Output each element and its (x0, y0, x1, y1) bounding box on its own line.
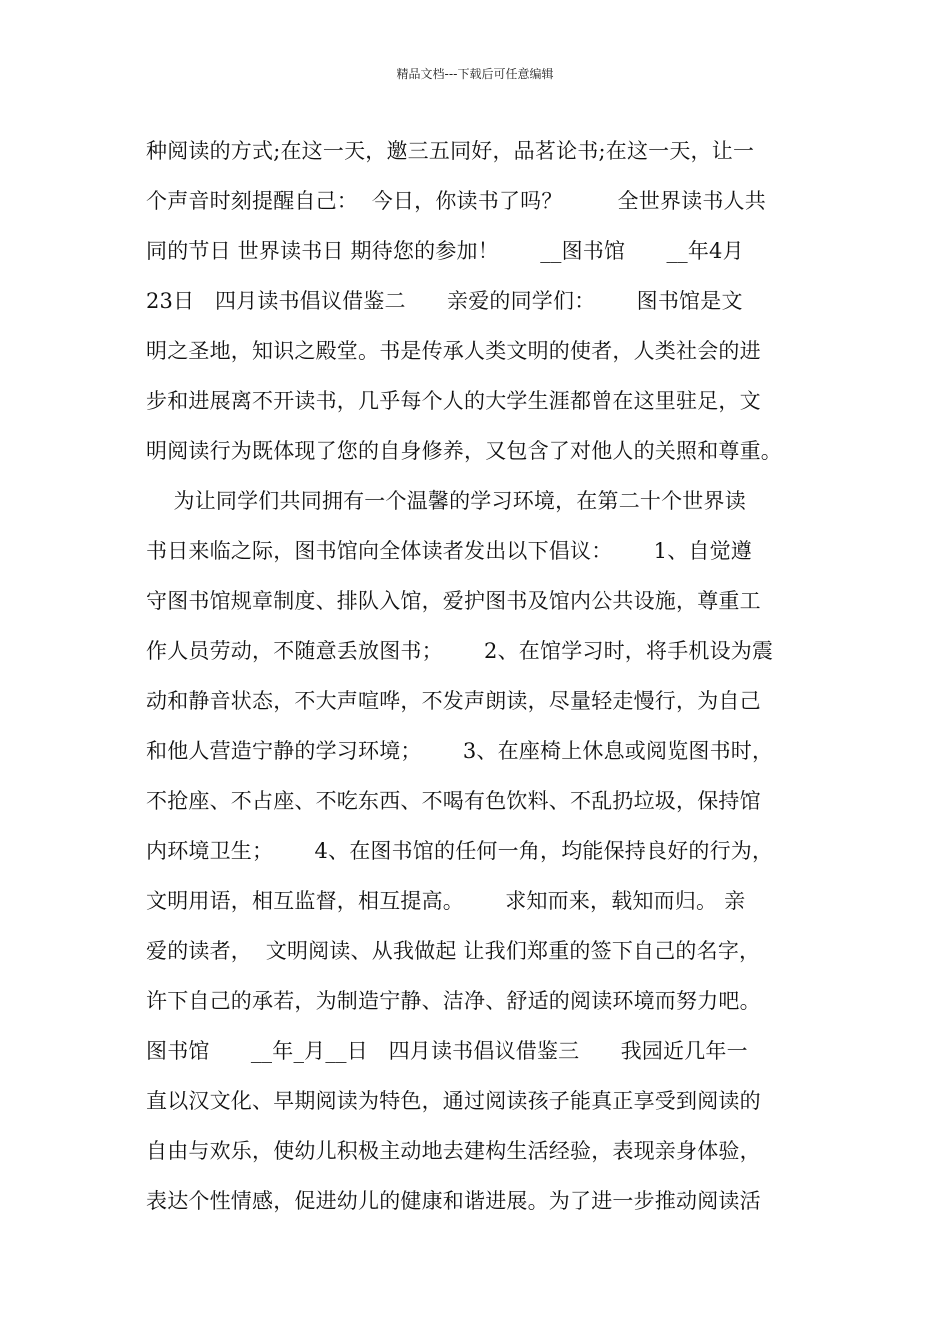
text-line: 表达个性情感，促进幼儿的健康和谐进展。为了进一步推动阅读活 (146, 1189, 761, 1213)
text-line: 作人员劳动，不随意丢放图书； 2、在馆学习时，将手机设为震 (146, 639, 774, 663)
text-line: 23日 四月读书倡议借鉴二 亲爱的同学们： 图书馆是文 (146, 289, 743, 313)
text-line: 许下自己的承若，为制造宁静、洁净、舒适的阅读环境而努力吧。 (146, 989, 761, 1013)
text-line: 内环境卫生； 4、在图书馆的任何一角，均能保持良好的行为， (146, 839, 774, 863)
text-line: 守图书馆规章制度、排队入馆，爱护图书及馆内公共设施，尊重工 (146, 589, 761, 613)
text-line: 图书馆 __年_月__日 四月读书倡议借鉴三 我园近几年一 (146, 1039, 748, 1063)
text-line: 和他人营造宁静的学习环境； 3、在座椅上休息或阅览图书时， (146, 739, 774, 763)
text-line: 文明用语，相互监督，相互提高。 求知而来，载知而归。 亲 (146, 889, 746, 913)
text-line: 步和进展离不开读书，几乎每个人的大学生涯都曾在这里驻足，文 (146, 389, 761, 413)
document-body (146, 126, 826, 1226)
text-line: 种阅读的方式;在这一天，邀三五同好，品茗论书;在这一天，让一 (146, 139, 755, 163)
text-line: 同的节日 世界读书日 期待您的参加！ __图书馆 __年4月 (146, 239, 744, 263)
text-line: 爱的读者， 文明阅读、从我做起 让我们郑重的签下自己的名字， (146, 939, 761, 963)
text-line: 为让同学们共同拥有一个温馨的学习环境，在第二十个世界读 (146, 489, 746, 513)
text-line: 不抢座、不占座、不吃东西、不喝有色饮料、不乱扔垃圾，保持馆 (146, 789, 761, 813)
text-line: 明之圣地，知识之殿堂。书是传承人类文明的使者，人类社会的进 (146, 339, 761, 363)
text-line: 直以汉文化、早期阅读为特色，通过阅读孩子能真正享受到阅读的 (146, 1089, 761, 1113)
text-line: 明阅读行为既体现了您的自身修养，又包含了对他人的关照和尊重。 (146, 439, 782, 463)
text-line: 动和静音状态，不大声喧哗，不发声朗读，尽量轻走慢行，为自己 (146, 689, 761, 713)
text-line: 自由与欢乐，使幼儿积极主动地去建构生活经验，表现亲身体验， (146, 1139, 761, 1163)
text-line: 书日来临之际，图书馆向全体读者发出以下倡议： 1、自觉遵 (146, 539, 753, 563)
text-line: 个声音时刻提醒自己： 今日，你读书了吗？ 全世界读书人共 (146, 189, 766, 213)
page-header: 精品文档---下载后可任意编辑 (396, 67, 554, 81)
